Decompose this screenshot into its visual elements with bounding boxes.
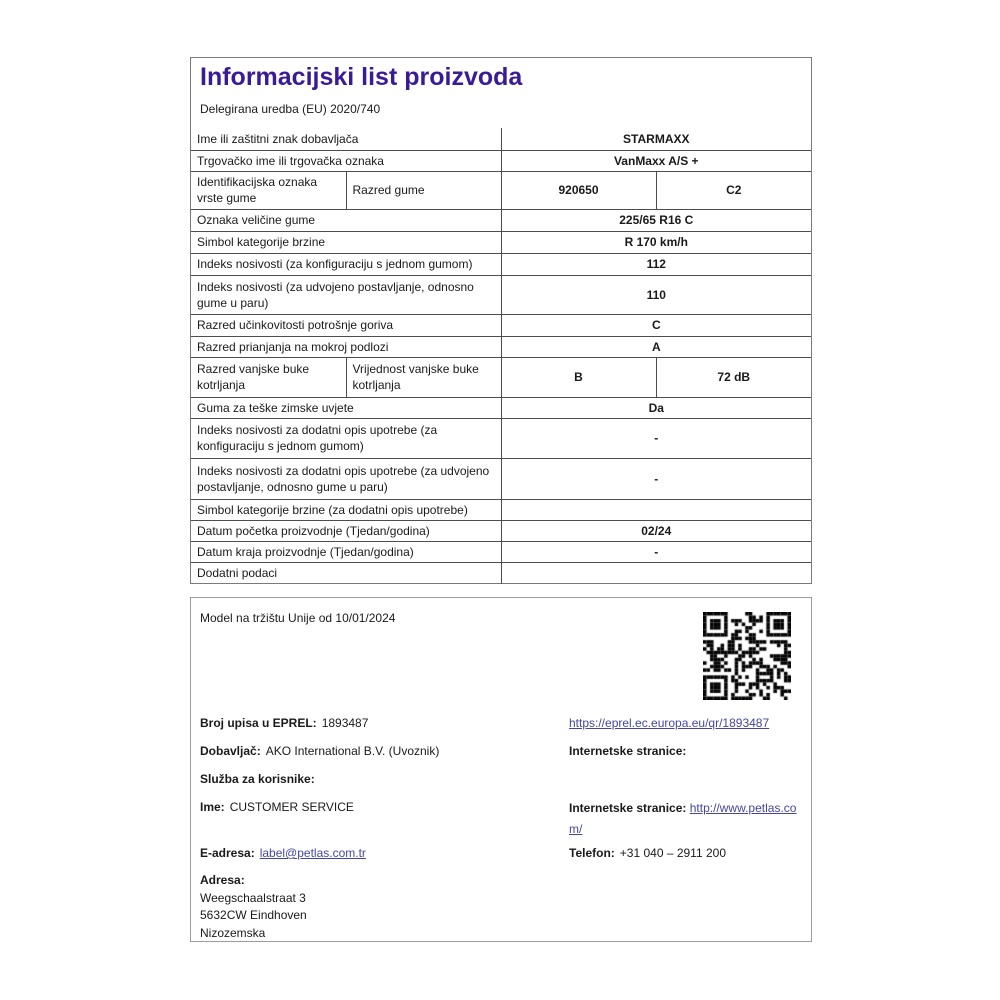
- table-row: [191, 314, 811, 336]
- table-row: [191, 150, 811, 171]
- table-row: [191, 275, 811, 314]
- supplier-label: Dobavljač:: [200, 744, 261, 758]
- supplier-details-box: [190, 597, 812, 942]
- table-row: [191, 128, 811, 150]
- contact-name-label: Ime:: [200, 800, 225, 814]
- row-label: Simbol kategorije brzine (za dodatni opis upotrebe): [191, 499, 501, 520]
- row-label: Trgovačko ime ili trgovačka oznaka: [191, 150, 501, 171]
- row-label: Simbol kategorije brzine: [191, 231, 501, 253]
- table-row: [191, 541, 811, 562]
- product-info-table: [191, 128, 811, 584]
- row-label: Razred vanjske buke kotrljanja: [191, 357, 346, 397]
- row-value: 920650: [501, 171, 656, 209]
- phone-label: Telefon:: [569, 846, 615, 860]
- table-row: [191, 499, 811, 520]
- row-value: -: [501, 418, 811, 458]
- table-row: [191, 520, 811, 541]
- product-info-box: [190, 57, 812, 584]
- row-value-2: C2: [656, 171, 811, 209]
- row-label: Ime ili zaštitni znak dobavljača: [191, 128, 501, 150]
- website2-label: Internetske stranice:: [569, 801, 687, 815]
- table-row: [191, 231, 811, 253]
- model-availability-line: Model na tržištu Unije od 10/01/2024: [200, 611, 396, 625]
- contact-name-value: CUSTOMER SERVICE: [229, 800, 354, 814]
- website2-link[interactable]: http://www.petlas.com/: [569, 801, 797, 836]
- eprel-number-line: [200, 716, 368, 731]
- website-label: Internetske stranice:: [569, 744, 687, 758]
- row-value: [501, 499, 811, 520]
- supplier-value: AKO International B.V. (Uvoznik): [265, 744, 440, 758]
- phone-value: +31 040 – 2911 200: [619, 846, 726, 860]
- address-city: 5632CW Eindhoven: [200, 908, 307, 922]
- row-label: Datum početka proizvodnje (Tjedan/godina): [191, 520, 501, 541]
- row-label: Oznaka veličine gume: [191, 209, 501, 231]
- address-block: [200, 872, 307, 942]
- row-value: -: [501, 541, 811, 562]
- contact-name-line: [200, 800, 354, 815]
- row-value-2: 72 dB: [656, 357, 811, 397]
- row-value: B: [501, 357, 656, 397]
- row-value: Da: [501, 397, 811, 418]
- row-value: 110: [501, 275, 811, 314]
- title-area: [191, 58, 811, 128]
- customer-service-line: [200, 772, 315, 787]
- row-label: Indeks nosivosti (za konfiguraciju s jednom gumom): [191, 253, 501, 275]
- email-link[interactable]: label@petlas.com.tr: [259, 846, 366, 860]
- row-value: 225/65 R16 C: [501, 209, 811, 231]
- address-country: Nizozemska: [200, 925, 266, 940]
- row-label: Dodatni podaci: [191, 562, 501, 584]
- row-label: Indeks nosivosti za dodatni opis upotrebe (za udvojeno postavljanje, odnosno gume u paru): [191, 458, 501, 499]
- row-sublabel: Razred gume: [346, 171, 501, 209]
- row-label: Razred prianjanja na mokroj podlozi: [191, 336, 501, 357]
- row-value: STARMAXX: [501, 128, 811, 150]
- page-title: Informacijski list proizvoda: [200, 63, 523, 91]
- row-sublabel: Vrijednost vanjske buke kotrljanja: [346, 357, 501, 397]
- table-row: [191, 253, 811, 275]
- row-value: R 170 km/h: [501, 231, 811, 253]
- table-row: [191, 171, 811, 209]
- eprel-number-value: 1893487: [321, 716, 369, 730]
- supplier-line: [200, 744, 439, 759]
- row-value: [501, 562, 811, 584]
- website-line: [569, 744, 686, 759]
- regulation-subtitle: Delegirana uredba (EU) 2020/740: [200, 102, 381, 116]
- eprel-link[interactable]: https://eprel.ec.europa.eu/qr/1893487: [569, 716, 770, 730]
- row-label: Razred učinkovitosti potrošnje goriva: [191, 314, 501, 336]
- row-value: VanMaxx A/S +: [501, 150, 811, 171]
- row-label: Identifikacijska oznaka vrste gume: [191, 171, 346, 209]
- row-label: Indeks nosivosti za dodatni opis upotrebe (za konfiguraciju s jednom gumom): [191, 418, 501, 458]
- row-label: Indeks nosivosti (za udvojeno postavljanje, odnosno gume u paru): [191, 275, 501, 314]
- row-value: 02/24: [501, 520, 811, 541]
- table-row: [191, 562, 811, 584]
- address-street: Weegschaalstraat 3: [200, 890, 306, 905]
- customer-service-label: Služba za korisnike:: [200, 772, 315, 786]
- row-value: C: [501, 314, 811, 336]
- row-label: Guma za teške zimske uvjete: [191, 397, 501, 418]
- phone-line: [569, 846, 726, 861]
- email-label: E-adresa:: [200, 846, 255, 860]
- address-label: Adresa:: [200, 873, 245, 887]
- table-row: [191, 458, 811, 499]
- row-value: 112: [501, 253, 811, 275]
- row-label: Datum kraja proizvodnje (Tjedan/godina): [191, 541, 501, 562]
- eprel-number-label: Broj upisa u EPREL:: [200, 716, 317, 730]
- eprel-link-line: [569, 716, 769, 731]
- email-line: [200, 846, 366, 861]
- table-row: [191, 357, 811, 397]
- row-value: A: [501, 336, 811, 357]
- table-row: [191, 336, 811, 357]
- table-row: [191, 397, 811, 418]
- qr-code: [703, 612, 791, 700]
- table-row: [191, 418, 811, 458]
- table-row: [191, 209, 811, 231]
- row-value: -: [501, 458, 811, 499]
- website2-line: [569, 798, 801, 840]
